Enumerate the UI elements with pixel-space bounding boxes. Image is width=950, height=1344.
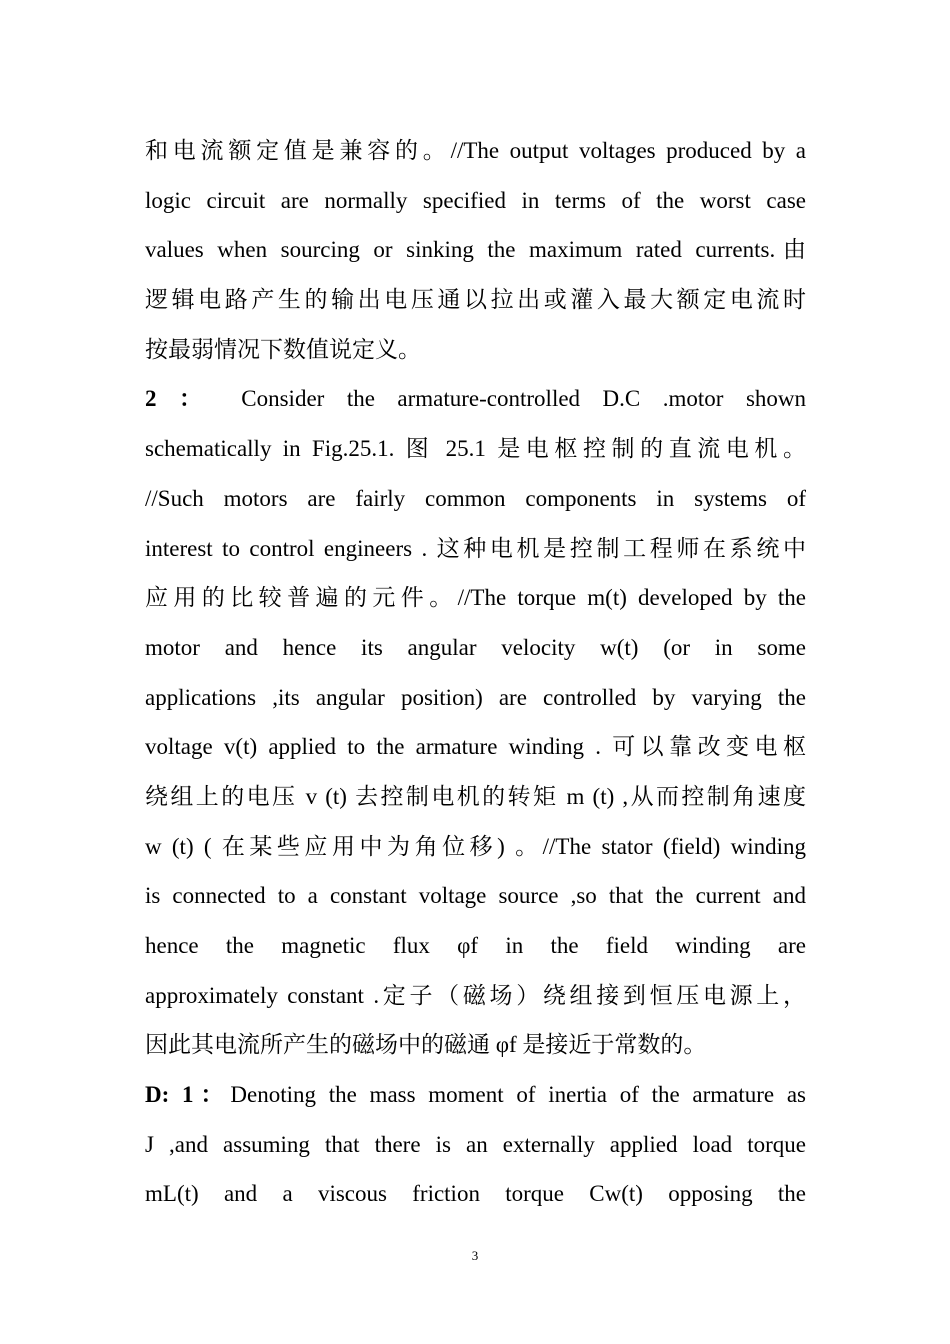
text-line-content: w (t) ( 在某些应用中为角位移) 。//The stator (field) winding	[145, 833, 806, 859]
section-label: 2 ：	[145, 386, 219, 412]
text-line	[145, 673, 806, 723]
text-line-content: motor and hence its angular velocity w(t) (or in some	[145, 634, 806, 660]
text-line	[145, 822, 806, 872]
text-line	[145, 573, 806, 623]
text-line	[145, 126, 806, 176]
text-line-content: 和电流额定值是兼容的。//The output voltages produced by a	[145, 138, 806, 163]
text-line	[145, 1120, 806, 1170]
text-line-content: voltage v(t) applied to the armature winding . 可以靠改变电枢	[145, 734, 806, 760]
text-line	[145, 772, 806, 822]
text-line-content: mL(t) and a viscous friction torque Cw(t) opposing the	[145, 1181, 806, 1207]
text-line-content: 绕组上的电压 v (t) 去控制电机的转矩 m (t) ,从而控制角速度	[145, 783, 806, 809]
text-line-content: //Such motors are fairly common components in systems of	[145, 485, 806, 511]
text-line	[145, 176, 806, 226]
text-line	[145, 1169, 806, 1219]
text-line	[145, 474, 806, 524]
text-line-content: approximately constant .定子（磁场）绕组接到恒压电源上，	[145, 982, 806, 1008]
text-line	[145, 275, 806, 325]
text-line	[145, 1020, 806, 1070]
text-line-content: is connected to a constant voltage source ,so that the current and	[145, 883, 806, 909]
text-line-content: J ,and assuming that there is an externally applied load torque	[145, 1131, 806, 1157]
text-line-content: applications ,its angular position) are controlled by varying the	[145, 684, 806, 710]
text-line-content: 逻辑电路产生的输出电压通以拉出或灌入最大额定电流时	[145, 287, 806, 313]
text-line	[145, 722, 806, 772]
text-line	[145, 1070, 806, 1120]
text-line	[145, 325, 806, 375]
text-line-content: values when sourcing or sinking the maximum rated currents.由	[145, 237, 806, 263]
text-line-content: Consider the armature-controlled D.C .motor shown	[218, 386, 806, 412]
text-line	[145, 921, 806, 971]
text-line	[145, 374, 806, 424]
text-line-content: logic circuit are normally specified in terms of the worst case	[145, 187, 806, 213]
text-line	[145, 623, 806, 673]
text-line	[145, 871, 806, 921]
text-line	[145, 225, 806, 275]
text-line	[145, 424, 806, 474]
body-text	[145, 126, 806, 1219]
text-line-content: schematically in Fig.25.1. 图 25.1 是电枢控制的直流电机。	[145, 436, 806, 462]
text-line	[145, 971, 806, 1021]
text-line-content: 按最弱情况下数值说定义。	[145, 336, 421, 362]
text-line-content: 应用的比较普遍的元件。//The torque m(t) developed by the	[145, 585, 806, 611]
section-label: D: 1：	[145, 1082, 231, 1108]
text-line-content: Denoting the mass moment of inertia of the armature as	[230, 1082, 806, 1108]
page-number: 3	[471, 1248, 479, 1263]
text-line-content: interest to control engineers . 这种电机是控制工程师在系统中	[145, 535, 806, 561]
text-line-content: 因此其电流所产生的磁场中的磁通 φf 是接近于常数的。	[145, 1032, 707, 1058]
text-line	[145, 524, 806, 574]
text-line-content: hence the magnetic flux φf in the field winding are	[145, 933, 806, 958]
